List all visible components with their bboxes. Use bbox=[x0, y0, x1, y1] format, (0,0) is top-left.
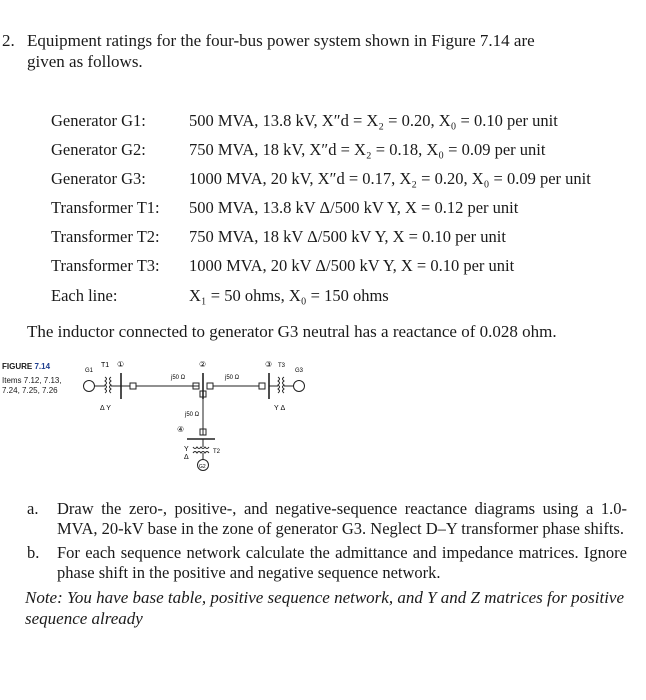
figure-caption-number: 7.14 bbox=[34, 362, 51, 371]
figure-caption bbox=[2, 362, 62, 396]
transformer-t2-symbol bbox=[193, 447, 209, 453]
rating-value: 500 MVA, 13.8 kV Δ/500 kV Y, X = 0.12 per unit bbox=[189, 198, 519, 217]
part-b-tag: b. bbox=[27, 543, 40, 562]
rating-value: 1000 MVA, 20 kV Δ/500 kV Y, X = 0.10 per unit bbox=[189, 256, 515, 275]
label-t2: T2 bbox=[213, 449, 221, 455]
rating-value: 750 MVA, 18 kV Δ/500 kV Y, X = 0.10 per unit bbox=[189, 227, 506, 246]
figure-caption-ref-1: Items 7.12, 7.13, bbox=[2, 376, 62, 385]
label-g3: G3 bbox=[295, 368, 304, 374]
rating-value: 750 MVA, 18 kV, X″d = X₂ = 0.18, X₀ = 0.09 per unit bbox=[189, 140, 546, 159]
label-bus4: ④ bbox=[177, 425, 185, 434]
label-t3: T3 bbox=[278, 363, 286, 369]
label-g2: G2 bbox=[199, 464, 206, 470]
rating-label: Transformer T3: bbox=[51, 256, 160, 275]
part-a-tag: a. bbox=[27, 499, 39, 518]
label-g1: G1 bbox=[85, 368, 94, 374]
rating-label: Generator G3: bbox=[51, 169, 146, 188]
problem-number: 2. bbox=[2, 31, 15, 50]
figure-caption-prefix: FIGURE bbox=[2, 362, 33, 371]
label-bus2: ② bbox=[199, 360, 207, 369]
part-a-text: Draw the zero-, positive-, and negative-sequence reactance diagrams using a 1.0-MVA, 20-kV base in the zone of generator G3. Neglect D–Y transformer phase shifts. bbox=[57, 499, 627, 538]
transformer-t3-symbol bbox=[278, 377, 284, 393]
figure-caption-ref-2: 7.24, 7.25, 7.26 bbox=[2, 386, 58, 395]
label-line12: j50 Ω bbox=[171, 375, 186, 381]
label-t2-conn-d: Δ bbox=[184, 454, 189, 461]
rating-value: 500 MVA, 13.8 kV, X″d = X₂ = 0.20, X₀ = 0.10 per unit bbox=[189, 111, 558, 130]
label-bus3: ③ bbox=[265, 360, 273, 369]
generator-g3-symbol bbox=[294, 381, 305, 392]
label-line24: j50 Ω bbox=[185, 412, 200, 418]
part-a bbox=[27, 499, 627, 539]
part-b bbox=[27, 543, 627, 583]
problem-statement-line2: given as follows. bbox=[27, 52, 143, 71]
rating-value: 1000 MVA, 20 kV, X″d = 0.17, X₂ = 0.20, X₀ = 0.09 per unit bbox=[189, 169, 591, 188]
generator-g1-symbol bbox=[84, 381, 95, 392]
rating-value: X₁ = 50 ohms, X₀ = 150 ohms bbox=[189, 286, 389, 305]
label-bus1: ① bbox=[117, 360, 125, 369]
note: Note: You have base table, positive sequence network, and Y and Z matrices for positive sequence already bbox=[25, 588, 625, 628]
problem-statement-line1: Equipment ratings for the four-bus power system shown in Figure 7.14 are bbox=[27, 31, 535, 50]
label-t1-conn: Δ Y bbox=[100, 405, 111, 412]
figure-caption-title bbox=[2, 362, 62, 372]
rating-label: Transformer T1: bbox=[51, 198, 160, 217]
rating-label: Each line: bbox=[51, 286, 118, 305]
label-t1: T1 bbox=[101, 362, 110, 369]
transformer-t1-symbol bbox=[105, 377, 111, 393]
inductor-note: The inductor connected to generator G3 neutral has a reactance of 0.028 ohm. bbox=[27, 322, 557, 341]
label-t2-conn-y: Y bbox=[184, 446, 189, 453]
rating-label: Generator G2: bbox=[51, 140, 146, 159]
sub-questions bbox=[27, 499, 627, 629]
label-line23: j50 Ω bbox=[225, 375, 240, 381]
part-b-text: For each sequence network calculate the admittance and impedance matrices. Ignore phase shift in the positive and negative sequence network. bbox=[57, 543, 627, 582]
one-line-diagram bbox=[75, 355, 315, 485]
label-t3-conn: Y Δ bbox=[274, 405, 286, 412]
rating-label: Generator G1: bbox=[51, 111, 146, 130]
rating-label: Transformer T2: bbox=[51, 227, 160, 246]
